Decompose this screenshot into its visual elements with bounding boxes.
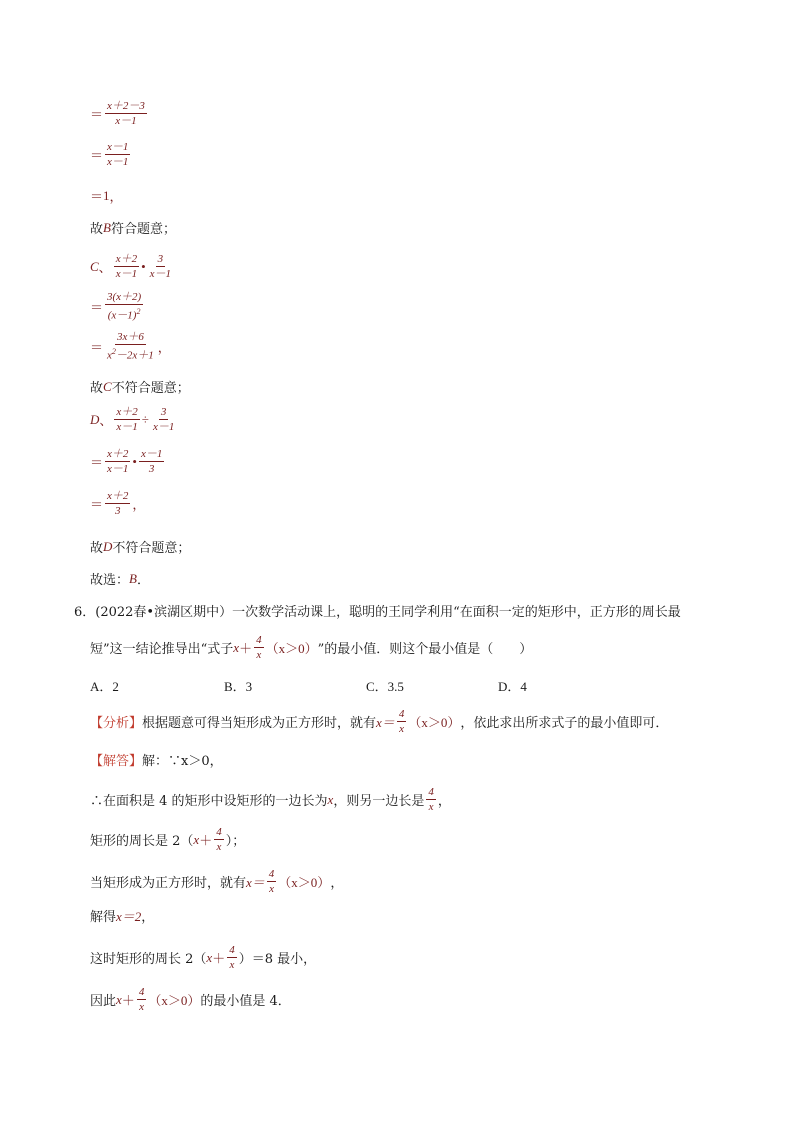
solution-step-1 bbox=[90, 786, 451, 813]
comma: ， bbox=[109, 189, 123, 204]
fraction bbox=[151, 406, 176, 433]
value: 1 bbox=[103, 187, 110, 203]
fraction bbox=[105, 291, 143, 322]
step-line-3 bbox=[90, 186, 123, 205]
comma: ， bbox=[330, 876, 344, 891]
solution-step-6 bbox=[90, 986, 291, 1013]
question-6-line-1: 6．(2022春•滨湖区期中）一次数学活动课上，聪明的王同学利用“在面积一定的矩形中，正方形的周长最 bbox=[74, 605, 681, 620]
solution-head bbox=[90, 750, 223, 769]
denominator: x bbox=[229, 959, 235, 971]
denominator: x－1 bbox=[116, 421, 138, 433]
text: 短”这一结论推导出“式子 bbox=[90, 642, 234, 657]
solution-step-2 bbox=[90, 826, 245, 853]
text: 不符合题意； bbox=[111, 381, 190, 396]
denominator: x－1 bbox=[149, 268, 172, 280]
label: C bbox=[90, 258, 99, 274]
comma: ， bbox=[437, 794, 451, 809]
option-b: B．3 bbox=[224, 679, 253, 694]
exponent: 2 bbox=[136, 307, 141, 316]
equals: ＝ bbox=[90, 299, 104, 315]
text: ”的最小值．则这个最小值是（ ） bbox=[317, 642, 533, 657]
label: D bbox=[90, 411, 100, 427]
var: x bbox=[206, 949, 213, 965]
numerator: x＋2 bbox=[107, 448, 129, 460]
fraction bbox=[267, 868, 277, 895]
text: 解：∵x＞0， bbox=[142, 754, 223, 769]
equals: ＝ bbox=[90, 339, 104, 355]
question-6-line-2 bbox=[90, 634, 532, 661]
var: D bbox=[103, 538, 113, 554]
text: ）＝8 最小， bbox=[238, 952, 317, 967]
plus: ＋ bbox=[239, 641, 253, 656]
solution-tag: 【解答】 bbox=[90, 754, 143, 769]
plus: ＋ bbox=[199, 833, 213, 848]
var: x bbox=[327, 791, 334, 807]
numerator: 3 bbox=[160, 406, 167, 418]
numerator: x－1 bbox=[140, 448, 163, 460]
math: x＝ bbox=[376, 715, 395, 730]
denominator: x－1 bbox=[115, 115, 137, 127]
denominator: x－1 bbox=[107, 463, 129, 475]
fraction bbox=[114, 406, 139, 433]
fraction bbox=[139, 448, 164, 475]
exponent: 2 bbox=[111, 347, 116, 356]
denominator bbox=[106, 305, 143, 322]
option-c-expr bbox=[90, 253, 175, 280]
equals: ＝ bbox=[90, 455, 104, 470]
text: 不符合题意； bbox=[112, 541, 191, 556]
var: B bbox=[103, 219, 111, 235]
text: 符合题意； bbox=[110, 222, 176, 237]
fraction bbox=[227, 944, 237, 971]
condition: （x＞0） bbox=[265, 641, 318, 656]
numerator: 4 bbox=[216, 826, 222, 838]
sep: 、 bbox=[99, 413, 113, 428]
numerator: 3(x＋2) bbox=[107, 291, 142, 303]
sep: 、 bbox=[98, 260, 112, 275]
equals: ＝ bbox=[90, 189, 104, 204]
solution-step-3 bbox=[90, 868, 343, 895]
conclusion-c bbox=[90, 377, 190, 396]
fraction bbox=[105, 331, 156, 362]
numerator: x＋2 bbox=[116, 406, 138, 418]
step-line-2 bbox=[90, 141, 132, 168]
text: ，则另一边长是 bbox=[333, 794, 425, 809]
text: ． bbox=[136, 573, 150, 588]
analysis bbox=[90, 708, 668, 735]
numerator: 3x＋6 bbox=[116, 331, 144, 343]
text: 故 bbox=[90, 541, 104, 556]
denominator: x bbox=[428, 801, 434, 813]
numerator: 4 bbox=[229, 944, 235, 956]
conclusion-b bbox=[90, 218, 176, 237]
times: • bbox=[132, 453, 137, 469]
math: x＝ bbox=[246, 875, 265, 890]
denominator: x－1 bbox=[107, 156, 129, 168]
fraction bbox=[254, 634, 264, 661]
fraction bbox=[114, 253, 139, 280]
analysis-tag: 【分析】 bbox=[90, 716, 143, 731]
option-c-step-2 bbox=[90, 331, 171, 362]
numerator: 3 bbox=[157, 253, 164, 265]
fraction bbox=[148, 253, 173, 280]
option-c-step-1 bbox=[90, 291, 145, 322]
numerator: 4 bbox=[428, 786, 434, 798]
solution-step-4 bbox=[90, 906, 154, 925]
denominator bbox=[105, 345, 156, 362]
fraction bbox=[426, 786, 436, 813]
numerator: x－1 bbox=[107, 141, 129, 153]
plus: ＋ bbox=[121, 993, 135, 1008]
text: 故 bbox=[90, 381, 104, 396]
text: ∴在面积是 4 的矩形中设矩形的一边长为 bbox=[90, 794, 328, 809]
fraction bbox=[105, 100, 147, 127]
base: (x－1) bbox=[107, 309, 137, 322]
conclusion-d bbox=[90, 537, 190, 556]
numerator: 4 bbox=[138, 986, 145, 998]
base: x bbox=[107, 349, 112, 362]
denominator: x－1 bbox=[152, 421, 175, 433]
denominator: x bbox=[139, 1001, 144, 1013]
divide: ÷ bbox=[141, 411, 149, 427]
text: 矩形的周长是 2（ bbox=[90, 834, 194, 849]
var: x bbox=[116, 991, 122, 1007]
option-c: C．3.5 bbox=[366, 679, 404, 694]
condition: （x＞0） bbox=[408, 715, 461, 730]
fraction bbox=[105, 141, 130, 168]
comma: ， bbox=[141, 910, 155, 925]
times: • bbox=[141, 258, 146, 274]
text: 故选： bbox=[90, 573, 130, 588]
text: 当矩形成为正方形时，就有 bbox=[90, 876, 247, 891]
var: C bbox=[103, 378, 112, 394]
denominator: 3 bbox=[114, 505, 121, 517]
fraction bbox=[397, 708, 407, 735]
answer: B bbox=[129, 570, 137, 586]
numerator: x＋2 bbox=[107, 490, 129, 502]
numerator: 4 bbox=[256, 634, 262, 646]
fraction bbox=[214, 826, 224, 853]
plus: ＋ bbox=[212, 951, 226, 966]
condition: （x＞0） bbox=[278, 875, 331, 890]
solution-step-5 bbox=[90, 944, 316, 971]
text: ）； bbox=[225, 834, 246, 849]
value: x＝2 bbox=[116, 909, 142, 924]
text: 根据题意可得当矩形成为正方形时，就有 bbox=[142, 716, 377, 731]
text: 这时矩形的周长 2（ bbox=[90, 952, 207, 967]
fraction bbox=[105, 490, 130, 517]
equals: ＝ bbox=[90, 497, 104, 512]
option-a: A．2 bbox=[90, 679, 119, 694]
equals: ＝ bbox=[90, 107, 104, 122]
denominator: 3 bbox=[148, 463, 155, 475]
option-d-step-2 bbox=[90, 490, 145, 517]
denominator: x bbox=[256, 649, 262, 661]
option-d: D．4 bbox=[498, 679, 527, 694]
text: 故 bbox=[90, 222, 104, 237]
denominator: x－1 bbox=[115, 268, 138, 280]
text: 解得 bbox=[90, 910, 117, 925]
text: 因此 bbox=[90, 994, 117, 1009]
rest: －2x＋1 bbox=[115, 349, 154, 362]
comma: ， bbox=[157, 339, 171, 355]
text: ，依此求出所求式子的最小值即可． bbox=[460, 716, 669, 731]
fraction bbox=[105, 448, 130, 475]
denominator: x bbox=[269, 883, 274, 895]
numerator: x＋2 bbox=[115, 253, 138, 265]
denominator: x bbox=[216, 841, 222, 853]
step-line-1 bbox=[90, 100, 149, 127]
numerator: 4 bbox=[268, 868, 275, 880]
fraction bbox=[137, 986, 147, 1013]
var: x bbox=[193, 831, 200, 847]
equals: ＝ bbox=[90, 148, 104, 163]
option-d-step-1 bbox=[90, 448, 166, 475]
comma: ， bbox=[132, 497, 146, 512]
final-choice bbox=[90, 569, 150, 588]
numerator: 4 bbox=[398, 708, 405, 720]
denominator: x bbox=[399, 723, 404, 735]
option-d-expr bbox=[90, 406, 178, 433]
numerator: x＋2－3 bbox=[107, 100, 145, 112]
var: x bbox=[233, 639, 240, 655]
text: 的最小值是 4． bbox=[200, 994, 291, 1009]
condition: （x＞0） bbox=[148, 993, 201, 1008]
